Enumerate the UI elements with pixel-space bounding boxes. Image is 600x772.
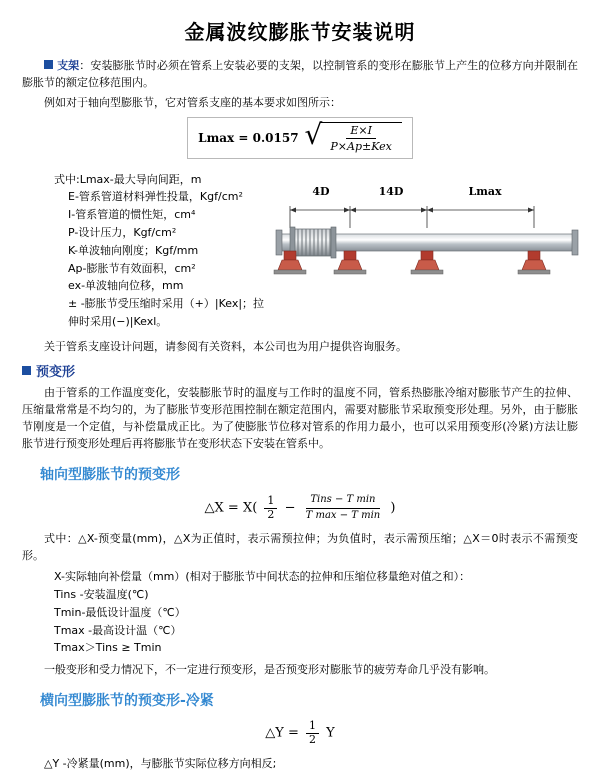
blue-square-icon — [44, 60, 53, 69]
axial-legend-list — [22, 568, 578, 657]
bracket-closing-paragraph: 关于管系支座设计问题，请参阅有关资料，本公司也为用户提供咨询服务。 — [44, 339, 407, 353]
lmax-formula — [22, 117, 578, 158]
list-item: I-管系管道的惯性矩，cm⁴ — [68, 208, 196, 222]
dimension-label: 4D — [312, 184, 330, 198]
predeform-paragraph: 由于管系的工作温度变化，安装膨胀节时的温度与工作时的温度不同，管系热膨胀冷缩对膨胀节产生的拉伸、压缩量常常是不均匀的，为了膨胀节变形范围控制在额定范围内，需要对膨胀节采取预变形处理。另外，由于膨胀节刚度是一个定值，与补偿量成正比。为了使膨胀节位移对管系的作用力最小，也可以采用预变形(冷紧)方法让膨胀节进行预变形处理后再将膨胀节在变形状态下安装在管系中。 — [22, 385, 578, 451]
list-item: P-设计压力，Kgf/cm² — [68, 225, 177, 239]
drawing-svg — [272, 198, 582, 308]
legend-and-drawing — [22, 167, 578, 335]
drawing-dimension-labels — [290, 185, 582, 198]
pipe-support-drawing — [272, 167, 582, 311]
bracket-intro-paragraph: 支架：安装膨胀节时必须在管系上安装必要的支架，以控制管系的变形在膨胀节上产生的位移方向并限制在膨胀节的额定位移范围内。 — [22, 59, 579, 90]
list-item: ex-单波轴向位移，mm — [68, 279, 184, 293]
list-item: Tmin-最低设计温度（℃） — [54, 605, 186, 619]
predeform-heading: 预变形 — [36, 364, 76, 380]
list-item: Tmax -最高设计温（℃） — [54, 623, 182, 637]
lateral-equation — [22, 720, 578, 746]
document-page — [0, 16, 600, 770]
predeform-heading-row — [22, 361, 578, 380]
axial-subheading: 轴向型膨胀节的预变形 — [40, 467, 180, 484]
axial-equation-minus: − — [284, 500, 296, 516]
bracket-legend-list — [22, 167, 272, 335]
axial-equation-coefficient: $\frac{1}{2}$ — [264, 495, 277, 521]
bracket-example-line: 例如对于轴向型膨胀节，它对管系支座的基本要求如图所示： — [44, 96, 341, 110]
list-item: Ap-膨胀节有效面积，cm² — [68, 261, 196, 275]
axial-closing: 一般变形和受力情况下，不一定进行预变形，是否预变形对膨胀节的疲劳寿命几乎没有影响。 — [44, 663, 495, 677]
list-item: Tins -安装温度(℃) — [54, 587, 149, 601]
lmax-formula-numerator: E×I — [346, 124, 376, 139]
list-item: Tmax＞Tins ≥ Tmin — [54, 641, 162, 655]
list-item: K-单波轴向刚度；Kgf/mm — [68, 243, 199, 257]
radical-icon: √ — [304, 118, 323, 152]
bracket-heading: 支架 — [57, 59, 80, 72]
axial-note: 式中：△X-预变量(mm)，△X为正值时，表示需预拉伸；为负值时，表示需预压缩；△X＝0时表示不需预变形。 — [22, 532, 578, 563]
section-predeform — [0, 361, 600, 772]
lateral-equation-lhs: △Y = — [265, 725, 299, 741]
axial-equation-rhs: ) — [390, 500, 396, 516]
lateral-equation-coefficient: $\frac{1}{2}$ — [306, 720, 319, 746]
blue-square-icon — [22, 366, 31, 375]
bracket-intro-text: 安装膨胀节时必须在管系上安装必要的支架，以控制管系的变形在膨胀节上产生的位移方向并限制在膨胀节的额定位移范围内。 — [22, 59, 579, 90]
list-item: 式中:Lmax-最大导向间距，m — [54, 172, 202, 186]
lmax-formula-denominator: P×Ap±Kex — [330, 140, 392, 154]
dimension-label: 14D — [378, 184, 404, 198]
axial-equation-lhs: △X = X( — [204, 500, 258, 516]
dimension-label: Lmax — [468, 184, 502, 198]
list-item: E-管系管道材料弹性投量，Kgf/cm² — [68, 190, 243, 204]
lmax-formula-lhs: Lmax = 0.0157 — [198, 130, 299, 145]
lmax-formula-sqrt — [304, 118, 402, 154]
lateral-subheading: 横向型膨胀节的预变形-冷紧 — [40, 693, 214, 710]
section-bracket — [0, 57, 600, 355]
lateral-note: △Y -冷紧量(mm)，与膨胀节实际位移方向相反; — [44, 756, 277, 770]
axial-equation — [22, 494, 578, 522]
lateral-equation-rhs: Y — [326, 725, 335, 741]
list-item: ± -膨胀节受压缩时采用（+）|Kex|；拉伸时采用(−)|Kexl。 — [68, 297, 265, 329]
axial-equation-fraction: $\frac{\text{Tins − T min}}{\text{T max − T min}}$ — [305, 494, 381, 521]
list-item: X-实际轴向补偿量（mm）(相对于膨胀节中间状态的拉伸和压缩位移量绝对值之和）： — [54, 570, 471, 584]
page-title: 金属波纹膨胀节安装说明 — [184, 20, 416, 44]
